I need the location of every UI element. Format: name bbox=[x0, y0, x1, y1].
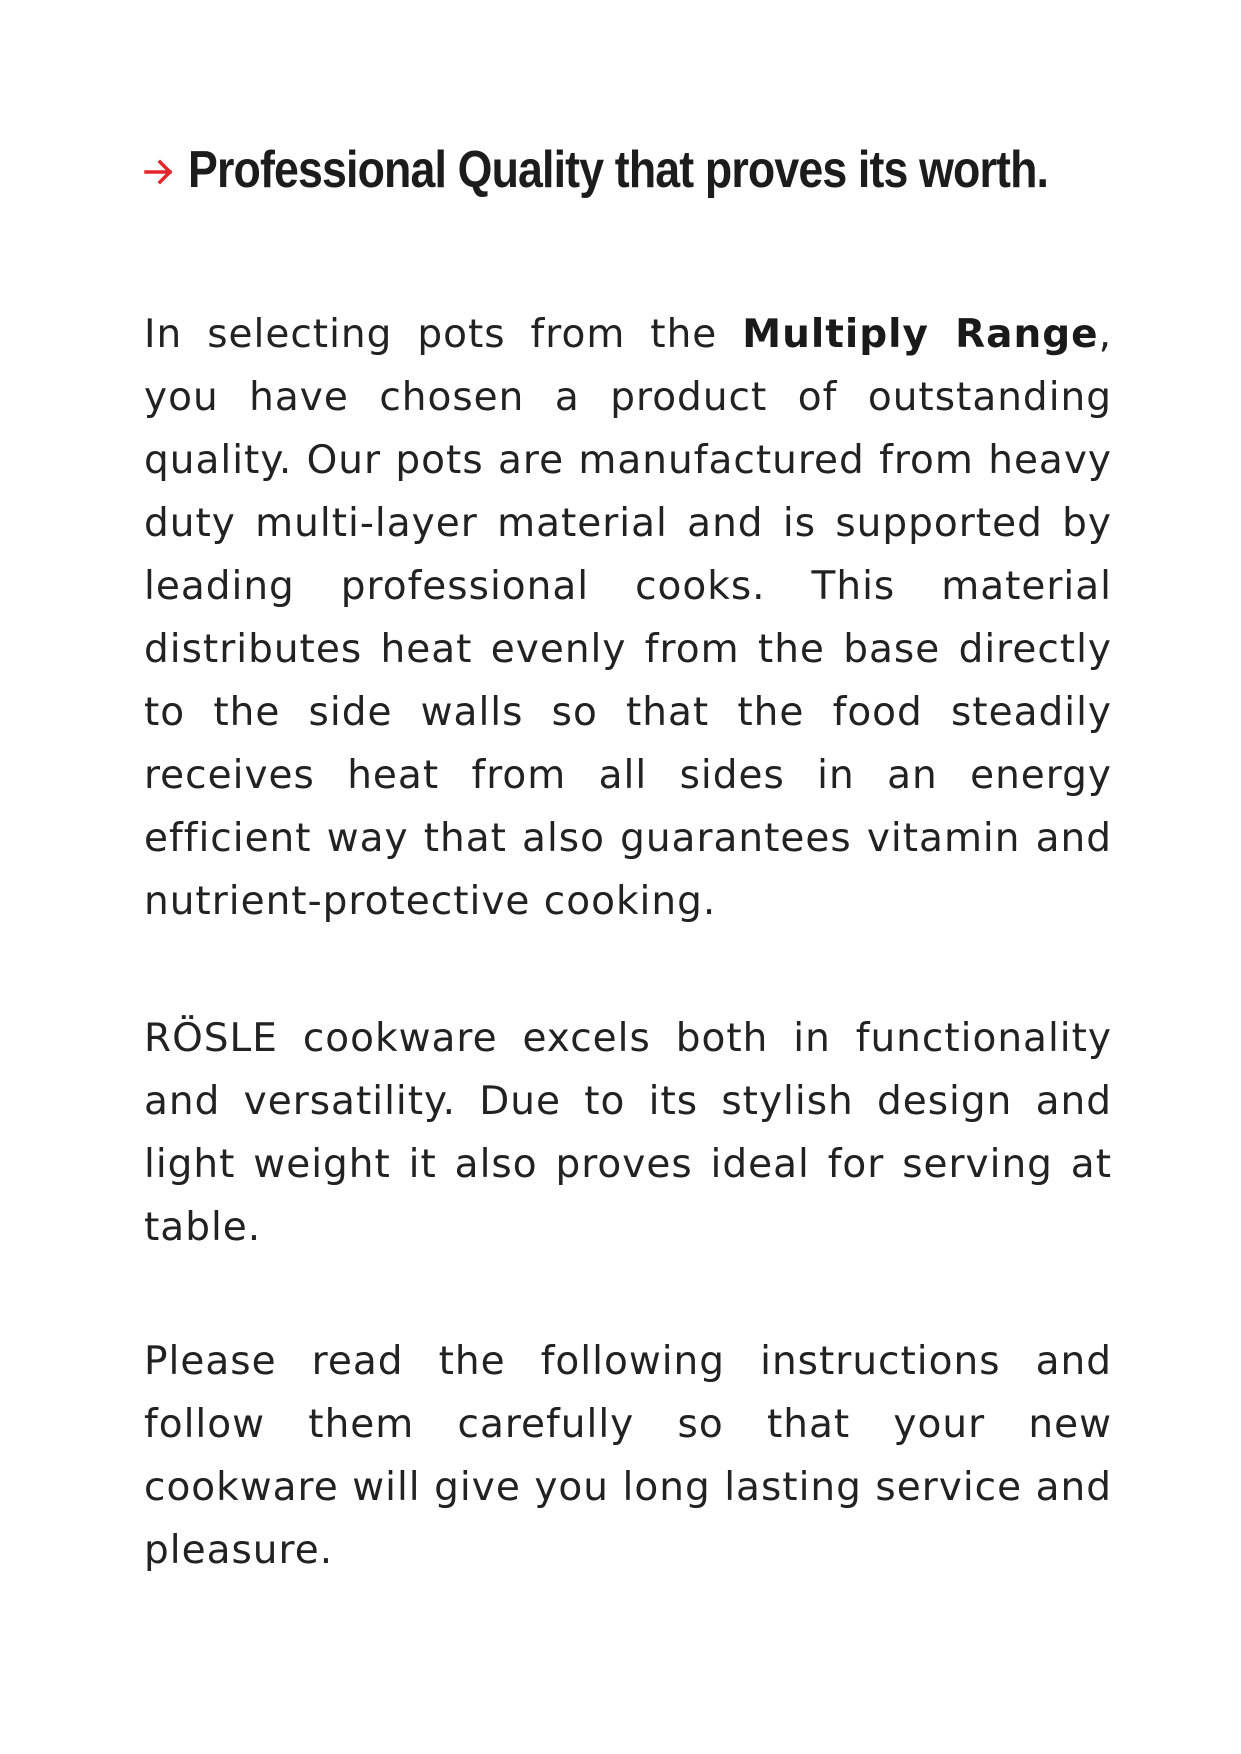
arrow-right-icon bbox=[144, 158, 174, 186]
instructions-paragraph: Please read the following instructions and follow them carefully so that your new cookware will give you long lasting service and pleasure. bbox=[144, 1339, 1112, 1573]
intro-paragraph bbox=[144, 303, 1112, 933]
product-range-name: Multiply Range bbox=[742, 312, 1099, 357]
section-heading bbox=[144, 140, 1144, 200]
page-title: Professional Quality that proves its worth. bbox=[188, 141, 1049, 199]
cookware-paragraph: RÖSLE cookware excels both in functionality and versatility. Due to its stylish design and light weight it also proves ideal for serving at table. bbox=[144, 1016, 1112, 1250]
intro-text-start: In selecting pots from the bbox=[144, 312, 743, 357]
intro-text-rest: , you have chosen a product of outstanding quality. Our pots are manufactured from heavy duty multi-layer material and is supported by leading professional cooks. This material distributes heat evenly from the base directly to the side walls so that the food steadily receives heat from all sides in an energy efficient way that also guarantees vitamin and nutrient-protective cooking. bbox=[144, 312, 1112, 924]
